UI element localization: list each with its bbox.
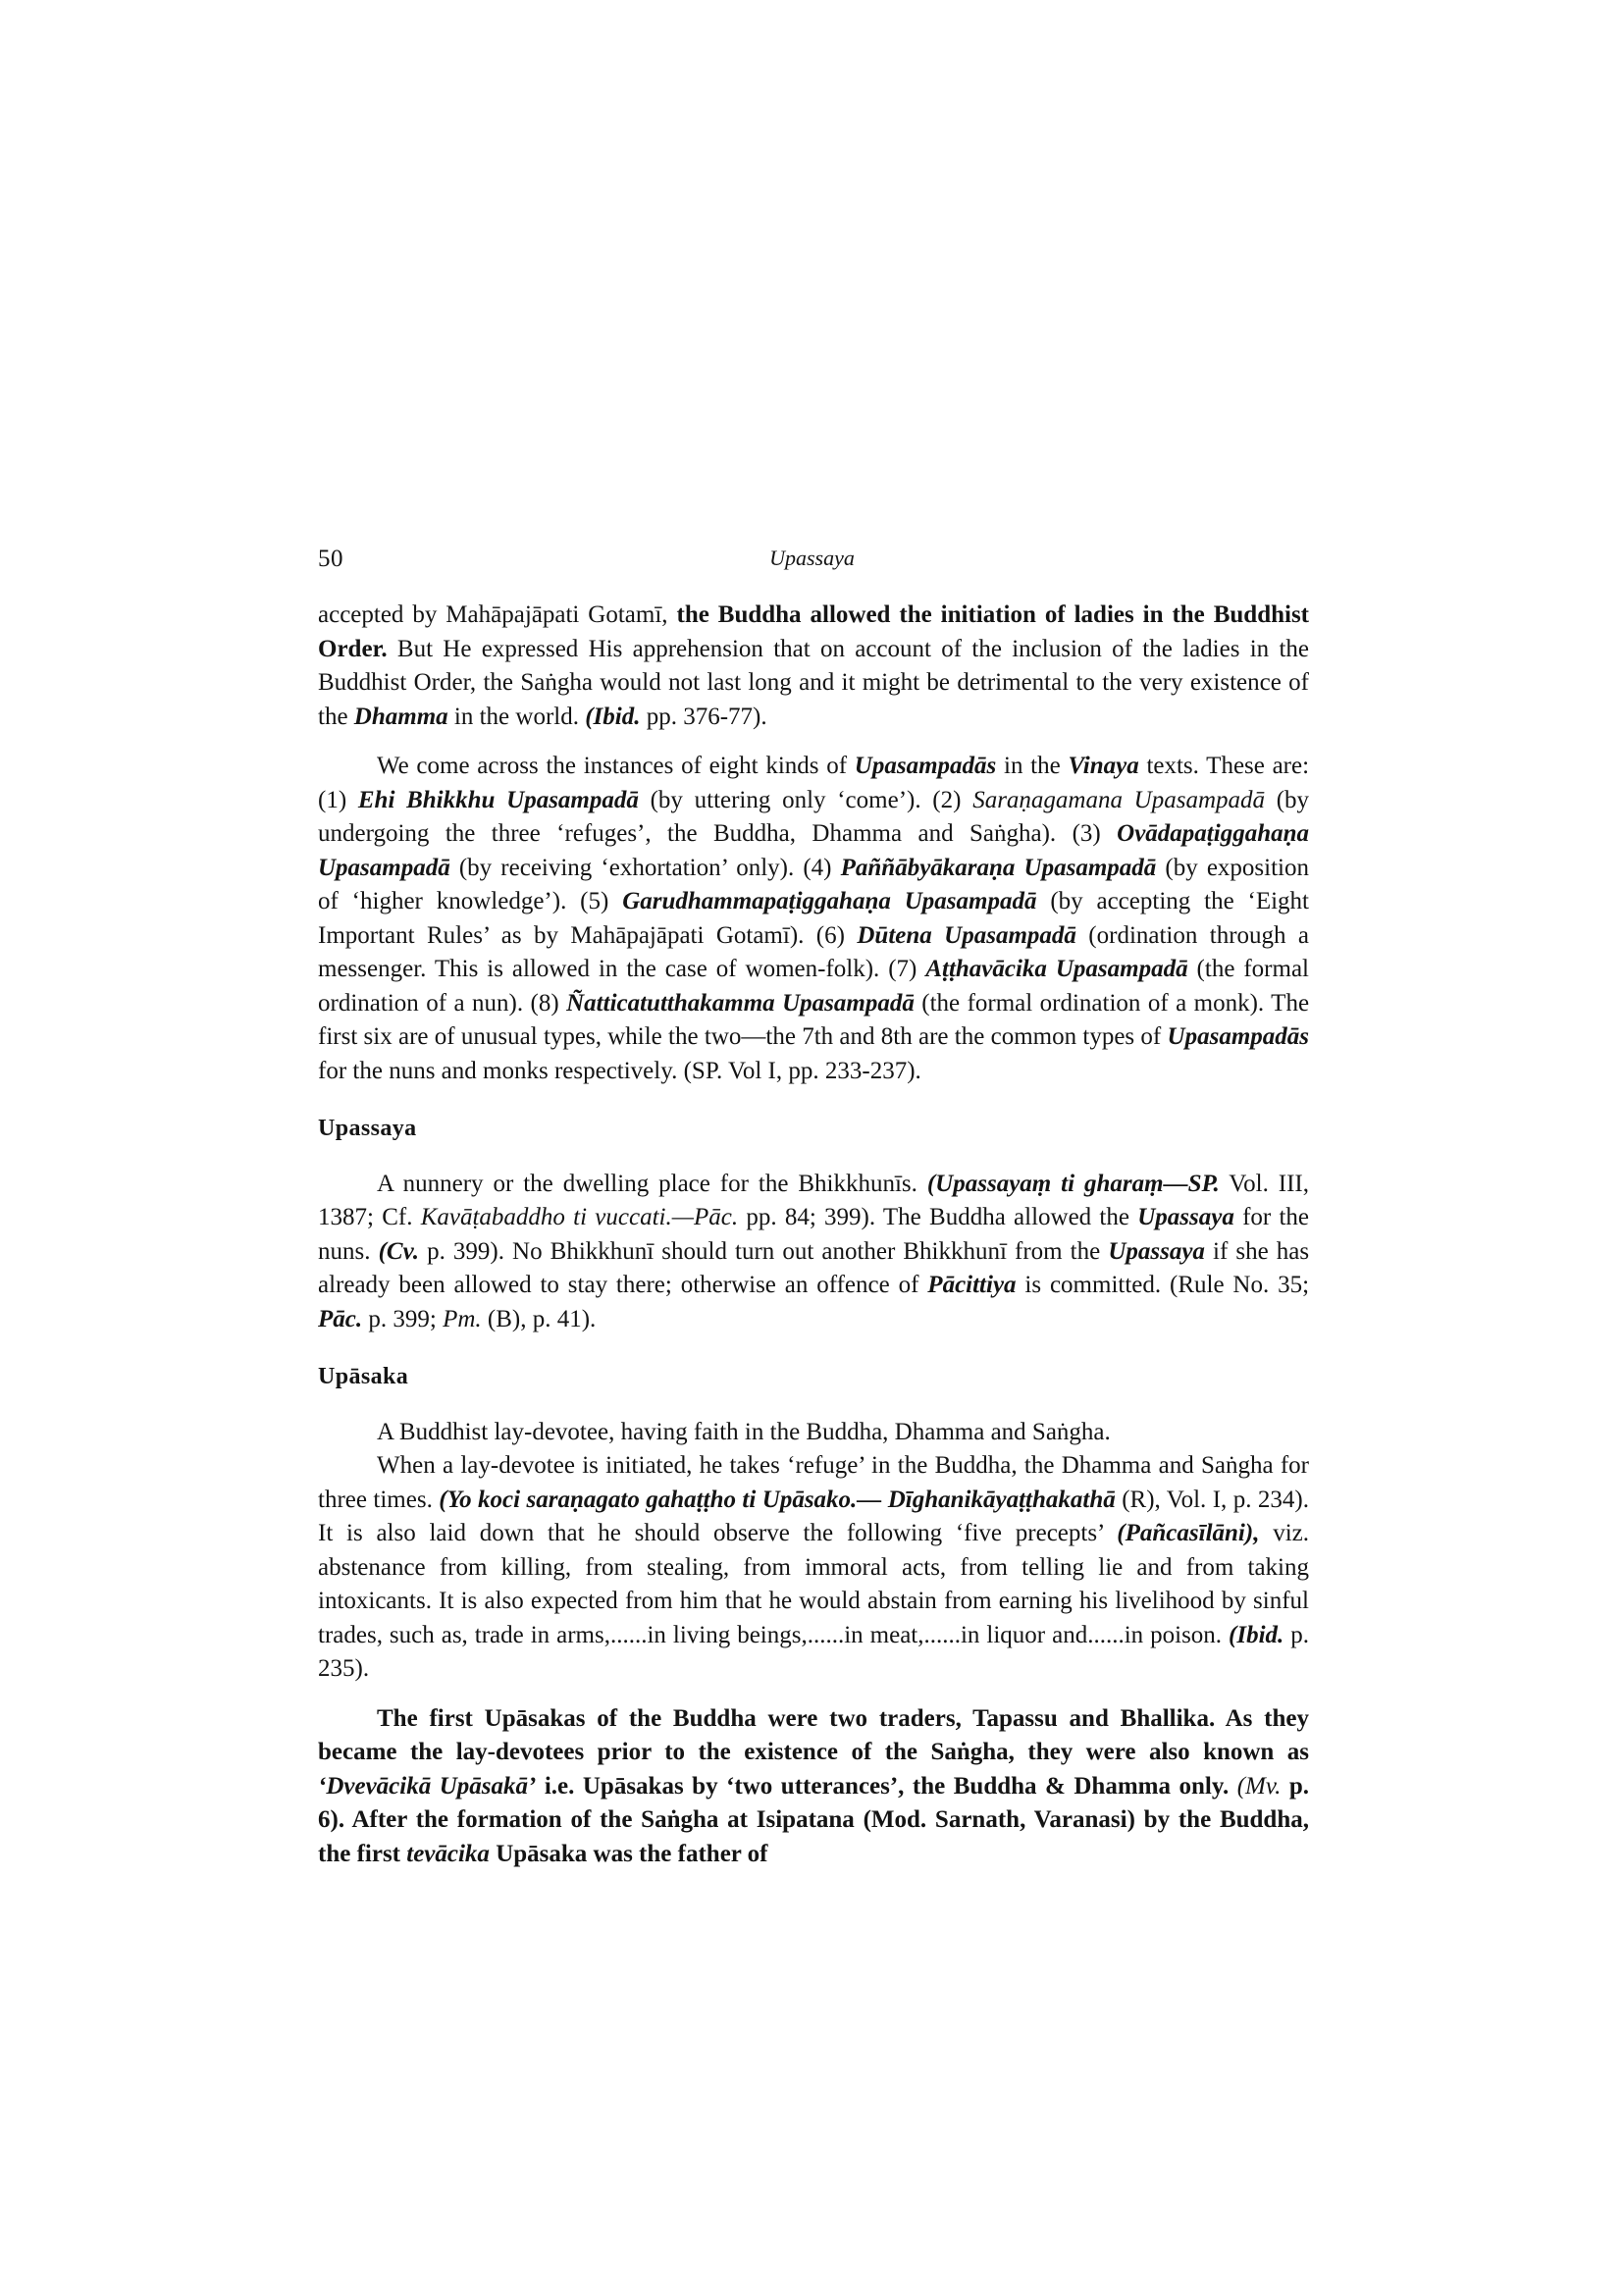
text-span: i.e. Upāsakas by ‘two utterances’, the Buddha & Dhamma only. xyxy=(544,1772,1230,1800)
citation-italic: Pāc. xyxy=(318,1305,363,1332)
text-span: in the world. xyxy=(453,703,579,730)
citation-italic: (Upassayaṃ ti gharaṃ—SP. xyxy=(926,1170,1220,1197)
text-span: When a lay-devotee is initiated, he takes ‘refuge’ in the Buddha, the Dhamma and Saṅgha for three times. xyxy=(318,1452,1309,1513)
citation-italic: (Cv. xyxy=(378,1237,419,1265)
citation-italic: Pm. xyxy=(443,1305,482,1332)
text-span: Vol. III, 1387; Cf. xyxy=(318,1170,1309,1230)
text-span: (R), Vol. I, p. 234). It is also laid down that he should observe the following ‘five precepts’ xyxy=(318,1486,1310,1546)
term-italic: Ehi Bhikkhu Upasampadā xyxy=(357,786,639,813)
term-italic: (Pañcasīlāni), xyxy=(1117,1520,1260,1546)
term-italic: Ñatticatutthakamma Upasampadā xyxy=(566,989,915,1017)
paragraph-upasaka-definition: A Buddhist lay-devotee, having faith in the Buddha, Dhamma and Saṅgha. xyxy=(377,1418,1111,1445)
citation-italic: (Yo koci saraṇagato gahaṭṭho ti Upāsako.— Dīghanikāyaṭṭhakathā xyxy=(439,1486,1116,1513)
term-italic: Upasampadās xyxy=(854,753,997,779)
text-span: is committed. (Rule No. 35; xyxy=(1024,1272,1310,1298)
section-heading-upasaka: Upāsaka xyxy=(318,1364,409,1389)
term-italic: Ovādapaṭiggahaṇa Upasampadā xyxy=(318,820,1310,881)
text-span: in the xyxy=(1004,753,1061,779)
text-span: accepted by Mahāpajāpati Gotamī, xyxy=(318,601,668,628)
text-span: if she has already been allowed to stay there; otherwise an offence of xyxy=(318,1237,1310,1298)
paragraph-first-upasakas xyxy=(318,1702,1309,1872)
text-span: p. 235). xyxy=(318,1621,1310,1682)
citation-italic: (Mv. xyxy=(1236,1772,1282,1800)
paragraph-continuation xyxy=(318,599,1309,734)
paragraph-upassaya xyxy=(318,1168,1309,1337)
term-italic: Vinaya xyxy=(1068,753,1139,779)
text-span: (B), p. 41). xyxy=(487,1305,597,1332)
text-span: (by exposition of ‘higher knowledge’). (5) xyxy=(318,854,1309,914)
term-italic: Saraṇagamana Upasampadā xyxy=(972,786,1266,813)
term-italic: Garudhammapaṭiggahaṇa Upasampadā xyxy=(622,888,1037,914)
text-span: p. 399; xyxy=(368,1305,437,1332)
text-span: p. 399). No Bhikkhunī should turn out another Bhikkhunī from the xyxy=(427,1237,1101,1265)
section-heading-upassaya: Upassaya xyxy=(318,1116,417,1141)
text-span: pp. 84; 399). The Buddha allowed the xyxy=(746,1204,1129,1230)
term-italic: Upasampadās xyxy=(1167,1023,1309,1050)
text-span: A nunnery or the dwelling place for the Bhikkhunīs. xyxy=(377,1170,917,1197)
text-span: (by undergoing the three ‘refuges’, the Buddha, Dhamma and Saṅgha). (3) xyxy=(318,786,1310,847)
term-italic: tevācika xyxy=(406,1840,490,1867)
text-span: (the formal ordination of a nun). (8) xyxy=(318,956,1309,1017)
text-span: (SP. Vol I, pp. 233-237). xyxy=(683,1057,921,1084)
text-span: (by receiving ‘exhortation’ only). (4) xyxy=(458,854,832,881)
text-span: Upāsaka was the father of xyxy=(496,1840,768,1867)
term-italic: Pācittiya xyxy=(927,1272,1017,1298)
term-italic: Dhamma xyxy=(353,703,448,730)
text-span: texts. These are: (1) xyxy=(318,753,1310,813)
citation-italic: Kavāṭabaddho ti vuccati.—Pāc. xyxy=(420,1204,739,1230)
term-italic: Dūtena Upasampadā xyxy=(857,921,1076,949)
running-head: Upassaya xyxy=(769,546,855,570)
paragraph-upasaka-refuge xyxy=(318,1449,1309,1687)
term-italic: Upassaya xyxy=(1137,1204,1234,1230)
text-span: pp. 376-77). xyxy=(646,703,767,730)
text-span: (by accepting the ‘Eight Important Rules’ as by Mahāpajāpati Gotamī). (6) xyxy=(318,888,1310,949)
text-span: (ordination through a messenger. This is allowed in the case of women-folk). (7) xyxy=(318,921,1310,982)
text-span: (the formal ordination of a monk). The first six are of unusual types, while the two—the 7th and 8th are the common types of xyxy=(318,989,1310,1050)
paragraph-upasampada-kinds xyxy=(318,750,1309,1088)
text-span: The first Upāsakas of the Buddha were two traders, Tapassu and Bhallika. As they became the lay-devotees prior to the existence of the Saṅgha, they were also known as xyxy=(318,1704,1309,1765)
text-span: the Buddha allowed the initiation of ladies in the Buddhist Order. xyxy=(318,601,1310,662)
citation-italic: (Ibid. xyxy=(585,703,641,730)
text-span: We come across the instances of eight kinds of xyxy=(377,753,848,779)
body-text xyxy=(318,599,1309,1871)
term-italic: Aṭṭhavācika Upasampadā xyxy=(925,956,1188,982)
text-span: for the nuns. xyxy=(318,1204,1310,1265)
term-italic: ‘Dvevācikā Upāsakā’ xyxy=(318,1772,537,1800)
text-span: p. 6). After the formation of the Saṅgha at Isipatana (Mod. Sarnath, Varanasi) by the Buddha, the first xyxy=(318,1772,1310,1867)
term-italic: Upassaya xyxy=(1108,1237,1205,1265)
text-span: But He expressed His apprehension that on account of the inclusion of the ladies in the Buddhist Order, the Saṅgha would not last long and it might be detrimental to the very existence of the xyxy=(318,635,1310,730)
page-number: 50 xyxy=(318,546,343,572)
text-span: viz. abstenance from killing, from stealing, from immoral acts, from telling lie and from taking intoxicants. It is also expected from him that he would abstain from earning his livelihood by sinful trades, such as, trade in arms,......in living beings,......in meat,......in liquor and......in poison. xyxy=(318,1520,1310,1648)
text-span: (by uttering only ‘come’). (2) xyxy=(650,786,962,813)
text-span: for the nuns and monks respectively. xyxy=(318,1057,678,1084)
term-italic: Paññābyākaraṇa Upasampadā xyxy=(840,854,1157,881)
citation-italic: (Ibid. xyxy=(1229,1621,1284,1648)
